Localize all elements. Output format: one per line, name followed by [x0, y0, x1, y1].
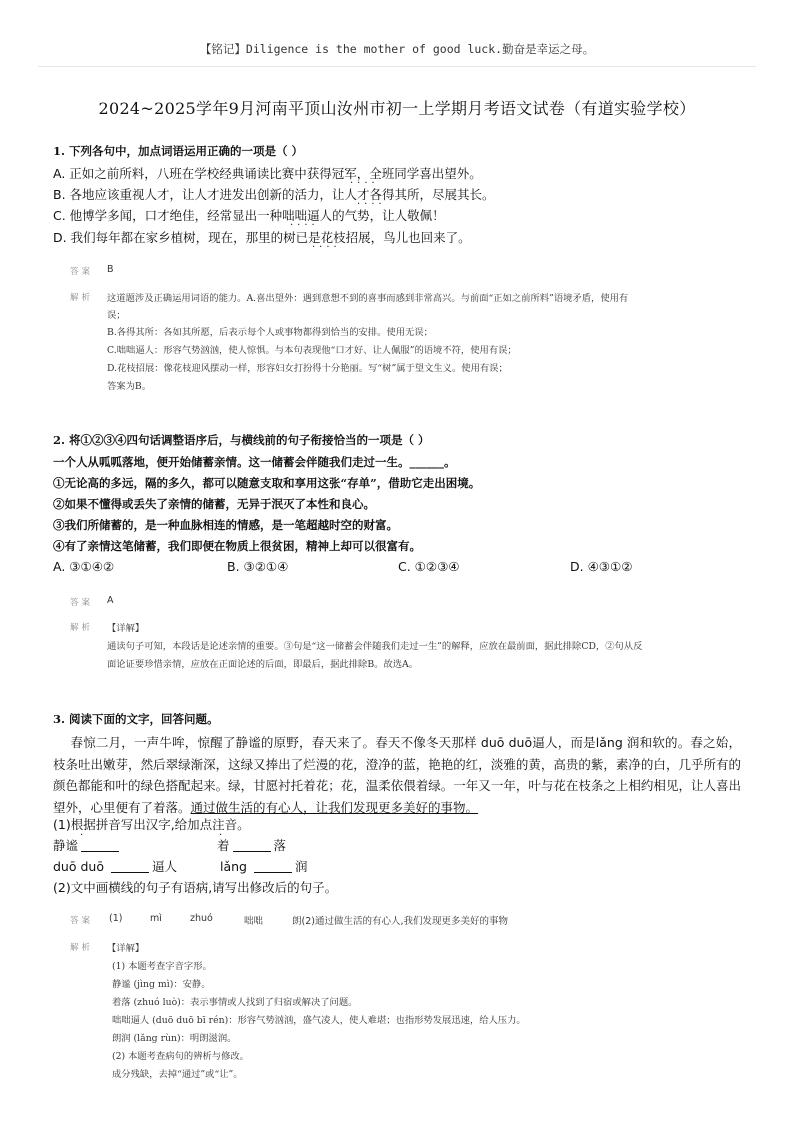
q1-analysis-line: C.咄咄逼人：形容气势汹汹，使人惊惧。与本句表现他“口才好、让人佩服”的语境不符，使用有误； [107, 345, 517, 356]
q3-passage: 春惊二月，一声牛哞，惊醒了静谧的原野，春天来了。春天不像冬天那样 duō duō逼人，而是lǎng 润和软的。春之始，枝条吐出嫩芽，然后翠绿渐深，这绿又捧出了烂漫的花，澄净的蓝，艳艳的红，淡雅的黄，高贵的紫，素净的白，几乎所有的颜色都能和叶的绿色搭配起来。绿，甘愿衬托着花；花，温柔依偎着绿。一年又一年，叶与花在枝条之上相约相见，让人喜出望外，心里便有了着落。通过做生活的有心人，让我们发现更多美好的事物。 [53, 735, 741, 815]
q2-analysis-line: 通读句子可知，本段话是论述亲情的重要。③句是“这一储蓄会伴随我们走过一生”的解释，应放在最前面，据此排除CD，②句从反 [107, 641, 643, 652]
analysis-label: 解析 [70, 623, 94, 633]
q1-analysis-line: D.花枝招展：像花枝迎风摆动一样，形容妇女打扮得十分艳丽。写“树”属于望文生义。使用有误； [107, 363, 508, 374]
answer-label: 答案 [70, 598, 94, 608]
q3-analysis-tag: 【详解】 [107, 943, 145, 954]
q2-choice-b[interactable]: B. ③②①④ [227, 559, 289, 574]
q2-stem: 2. 将①②③④四句话调整语序后，与横线前的句子衔接恰当的一项是（ ） [53, 433, 430, 447]
q3-analysis-line: 静谧 (jìng mì)：安静。 [112, 979, 211, 990]
word-duoduo: duō duō 逼人 [53, 859, 177, 874]
q1-analysis-line: 这道题涉及正确运用词语的能力。A.喜出望外：遇到意想不到的喜事而感到非常高兴。与前面“正如之前所料”语境矛盾，使用有 [107, 293, 629, 304]
q2-analysis-tag: 【详解】 [107, 623, 145, 634]
q2-context: 一个人从呱呱落地，便开始储蓄亲情。这一储蓄会伴随我们走过一生。______。 [53, 455, 456, 469]
q1-option-d[interactable]: D. 我们每年都在家乡植树，现在，那里的树已是花枝招展，鸟儿也回来了。 [53, 230, 471, 245]
underlined-sentence: 通过做生活的有心人，让我们发现更多美好的事物。 [190, 799, 479, 815]
emphasis-dots: · [219, 830, 227, 841]
answer-label: 答案 [70, 916, 94, 926]
q1-analysis-line: 答案为B。 [107, 381, 152, 392]
word-zhuoluo: 着 落 [217, 838, 287, 853]
q2-sentence-3: ③我们所储蓄的，是一种血脉相连的情感，是一笔超越时空的财富。 [53, 518, 398, 532]
q1-answer: B [107, 264, 114, 275]
q1-option-a[interactable]: A. 正如之前所料，八班在学校经典诵读比赛中获得冠军，全班同学喜出望外。 [53, 166, 482, 181]
emphasis-dots: ···· [290, 220, 319, 231]
q2-sentence-1: ①无论高的多远，隔的多久，都可以随意支取和享用这张“存单”，借助它走出困境。 [53, 476, 481, 490]
q1-option-c[interactable]: C. 他博学多闻，口才绝佳，经常显出一种咄咄逼人的气势，让人敬佩！ [53, 208, 445, 223]
answer-blank[interactable] [254, 860, 292, 873]
q3-sub1: (1)根据拼音写出汉字,给加点注音。 [53, 817, 250, 832]
q2-choice-a[interactable]: A. ③①④② [53, 559, 115, 574]
word-langrun: lǎng 润 [220, 859, 308, 874]
header-divider [38, 66, 756, 67]
q1-analysis-line: 误； [107, 310, 126, 321]
emphasis-dots: · [80, 830, 88, 841]
emphasis-dots: ···· [312, 242, 341, 253]
emphasis-dots: ···· [357, 199, 386, 210]
answer-label: 答案 [70, 267, 94, 277]
word-jingmi: 静谧 [53, 836, 122, 854]
analysis-label: 解析 [70, 293, 94, 303]
q3-answer-part: zhuó [190, 913, 213, 924]
q2-choice-d[interactable]: D. ④③①② [570, 559, 633, 574]
answer-blank[interactable] [111, 860, 149, 873]
q2-analysis-line: 面论证要珍惜亲情，应放在正面论述的后面，即最后，据此排除B。故选A。 [107, 659, 419, 670]
q1-stem: 1. 下列各句中，加点词语运用正确的一项是（ ） [53, 144, 304, 158]
q2-choice-c[interactable]: C. ①②③④ [398, 559, 460, 574]
answer-blank[interactable] [233, 839, 271, 852]
q1-option-b[interactable]: B. 各地应该重视人才，让人才进发出创新的活力，让人才各得其所，尽展其长。 [53, 187, 495, 202]
q1-analysis-line: B.各得其所：各如其所愿，后表示每个人或事物都得到恰当的安排。使用无误； [107, 327, 433, 338]
q3-stem: 3. 阅读下面的文字，回答问题。 [53, 712, 219, 726]
page-title: 2024~2025学年9月河南平顶山汝州市初一上学期月考语文试卷（有道实验学校） [98, 99, 696, 118]
q3-answer-part: (1) [109, 913, 123, 924]
motto-banner: 【铭记】Diligence is the mother of good luck.勤奋是幸运之母。 [199, 42, 595, 56]
q2-sentence-4: ④有了亲情这笔储蓄，我们即便在物质上很贫困，精神上却可以很富有。 [53, 539, 421, 553]
q3-analysis-line: 着落 (zhuó luò)：表示事情或人找到了归宿或解决了问题。 [112, 997, 358, 1008]
q2-sentence-2: ②如果不懂得或丢失了亲情的储蓄，无异于泯灭了本性和良心。 [53, 497, 375, 511]
q2-answer: A [107, 595, 114, 606]
emphasis-dots: ···· [350, 178, 379, 189]
q3-analysis-line: (1) 本题考查字音字形。 [112, 961, 212, 972]
q3-analysis-line: 成分残缺，去掉“通过”或“让”。 [112, 1069, 243, 1080]
q3-answer-part: 朗(2)通过做生活的有心人,我们发现更多美好的事物 [292, 916, 508, 927]
q3-analysis-line: 朗润 (lǎng rùn)：明朗滋润。 [112, 1033, 237, 1044]
q3-sub2: (2)文中画横线的句子有语病,请写出修改后的句子。 [53, 880, 338, 895]
q3-analysis-line: (2) 本题考查病句的辨析与修改。 [112, 1051, 249, 1062]
q3-answer-part: mì [150, 913, 162, 924]
q3-analysis-line: 咄咄逼人 (duō duō bī rén)：形容气势汹汹，盛气凌人，使人难堪；也指形势发展迅速，给人压力。 [112, 1015, 526, 1026]
analysis-label: 解析 [70, 943, 94, 953]
q3-answer-part: 咄咄 [244, 916, 264, 927]
